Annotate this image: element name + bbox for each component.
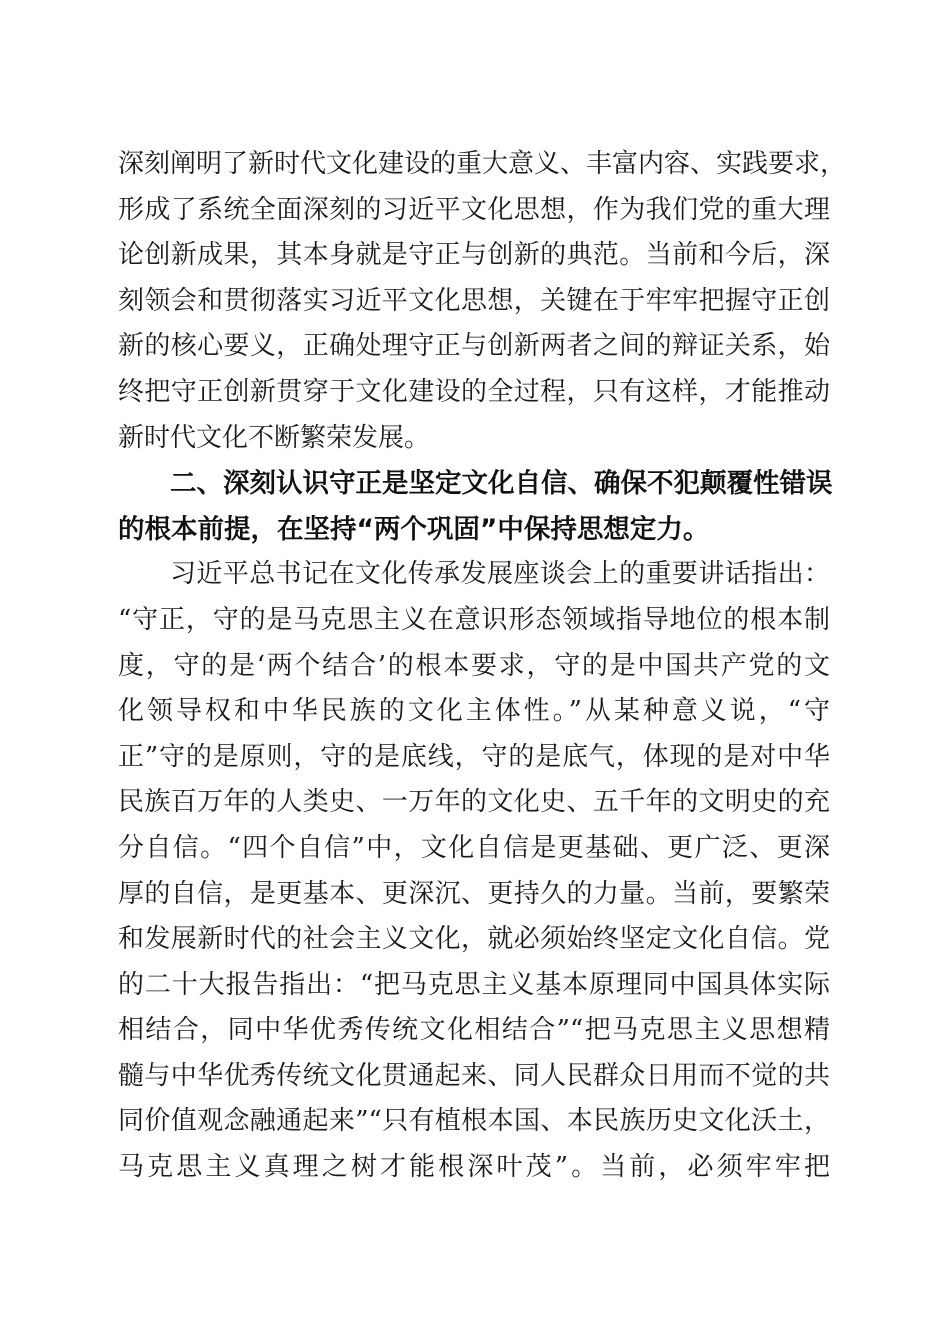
text-line: 新时代文化不断繁荣发展。 — [118, 422, 431, 453]
text-line: 马克思主义真理之树才能根深叶茂”。当前，必须牢牢把 — [118, 1152, 830, 1183]
text-line: 刻领会和贯彻落实习近平文化思想，关键在于牢牢把握守正创 — [118, 285, 830, 316]
text-line: 习近平总书记在文化传承发展座谈会上的重要讲话指出： — [170, 559, 830, 590]
text-line: 正”守的是原则，守的是底线，守的是底气，体现的是对中华 — [118, 741, 830, 772]
body-paragraph — [118, 552, 830, 1190]
text-line: 同价值观念融通起来”“只有植根本国、本民族历史文化沃土， — [118, 1106, 830, 1137]
text-line: 的二十大报告指出：“把马克思主义基本原理同中国具体实际 — [118, 969, 830, 1000]
heading-line: 二、深刻认识守正是坚定文化自信、确保不犯颠覆性错误 — [170, 468, 833, 500]
document-body — [118, 142, 847, 1191]
text-line: 髓与中华优秀传统文化贯通起来、同人民群众日用而不觉的共 — [118, 1060, 830, 1091]
heading-line: 的根本前提，在坚持“两个巩固”中保持思想定力。 — [118, 513, 710, 545]
text-line: 形成了系统全面深刻的习近平文化思想，作为我们党的重大理 — [118, 194, 830, 225]
text-line: 深刻阐明了新时代文化建设的重大意义、丰富内容、实践要求， — [118, 149, 847, 179]
text-line: 相结合，同中华优秀传统文化相结合”“把马克思主义思想精 — [118, 1015, 830, 1046]
text-line: 分自信。“四个自信”中，文化自信是更基础、更广泛、更深 — [118, 832, 830, 863]
paragraph-continuation — [118, 142, 847, 461]
text-line: 度，守的是‘两个结合’的根本要求，守的是中国共产党的文 — [118, 650, 830, 681]
text-line: 化领导权和中华民族的文化主体性。”从某种意义说，“守 — [118, 696, 830, 727]
text-line: 厚的自信，是更基本、更深沉、更持久的力量。当前，要繁荣 — [118, 878, 830, 909]
text-line: “守正，守的是马克思主义在意识形态领域指导地位的根本制 — [118, 604, 830, 635]
text-line: 新的核心要义，正确处理守正与创新两者之间的辩证关系，始 — [118, 331, 830, 362]
text-line: 论创新成果，其本身就是守正与创新的典范。当前和今后，深 — [118, 240, 830, 271]
text-line: 民族百万年的人类史、一万年的文化史、五千年的文明史的充 — [118, 787, 830, 818]
text-line: 终把守正创新贯穿于文化建设的全过程，只有这样，才能推动 — [118, 376, 830, 407]
section-heading — [118, 461, 833, 552]
text-line: 和发展新时代的社会主义文化，就必须始终坚定文化自信。党 — [118, 924, 830, 955]
